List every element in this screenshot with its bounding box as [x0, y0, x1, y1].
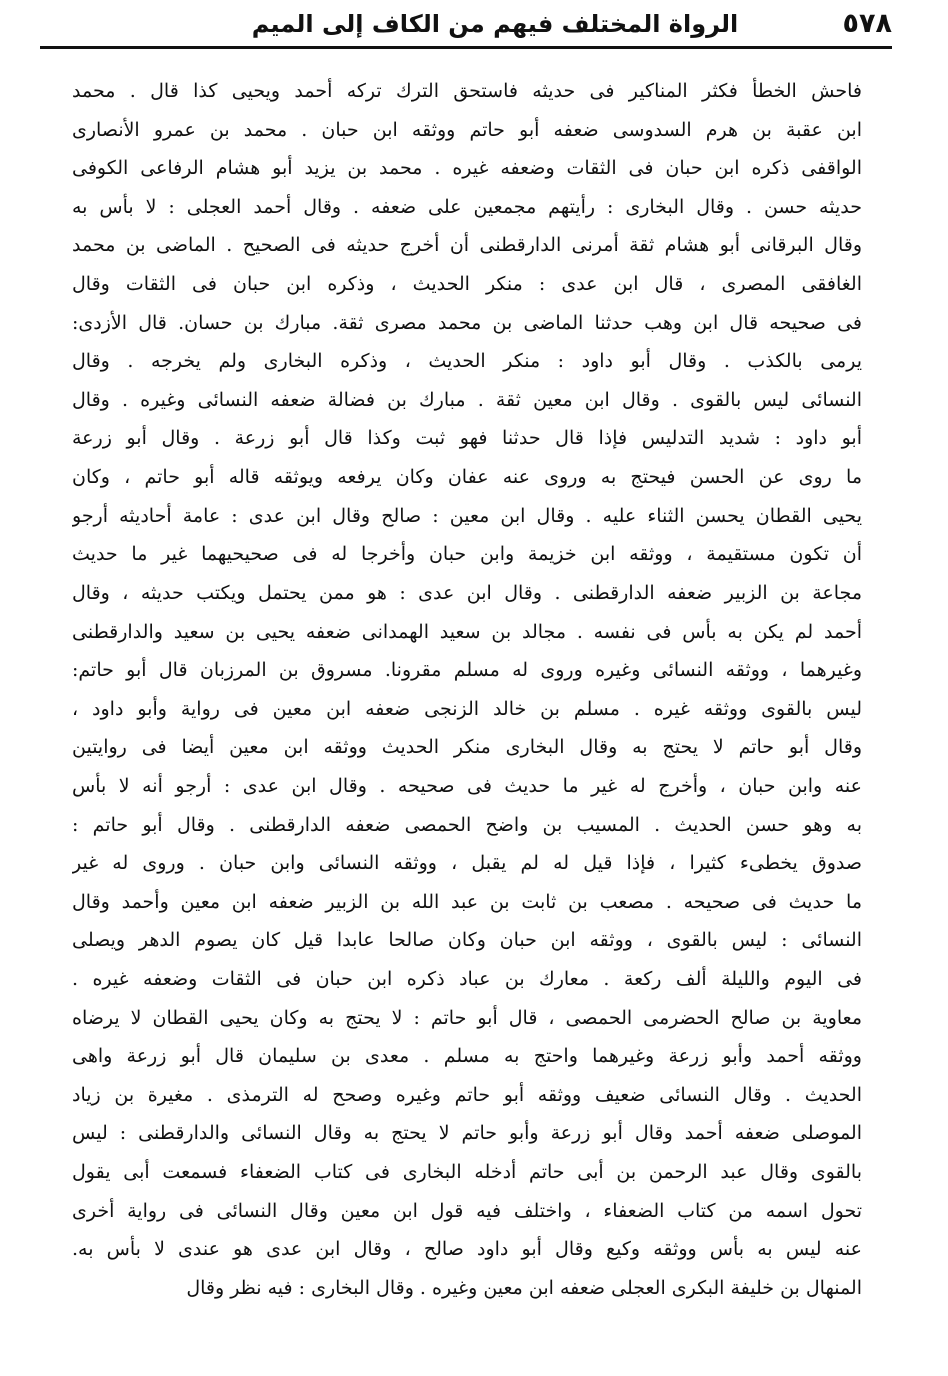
text-line: النسائى : ليس بالقوى ، ووثقه ابن حبان وكان صالحا عابدا قيل كان يصوم الدهر ويصلى — [72, 929, 862, 952]
page-number: ٥٧٨ — [842, 8, 892, 39]
text-line: يرمى بالكذب . وقال أبو داود : منكر الحديث ، وذكره البخارى ولم يخرجه . وقال — [72, 350, 862, 373]
text-line: المنهال بن خليفة البكرى العجلى ضعفه ابن معين وغيره . وقال البخارى : فيه نظر وقال — [186, 1276, 862, 1299]
body-text — [72, 72, 862, 1308]
text-line: بالقوى وقال عبد الرحمن بن أبى حاتم أدخله البخارى فى كتاب الضعفاء فسمعت أبى يقول — [72, 1161, 862, 1184]
text-line: عنه وابن حبان ، وأخرج له غير ما حديث فى صحيحه . وقال ابن عدى : أرجو أنه لا بأس — [72, 774, 862, 797]
page-header — [40, 6, 892, 42]
text-line: صدوق يخطىء كثيرا ، فإذا قيل له لم يقبل ، ووثقه النسائى وابن حبان . وروى له غير — [72, 852, 862, 875]
text-line: مجاعة بن الزبير ضعفه الدارقطنى . وقال ابن عدى : هو ممن يحتمل ويكتب حديثه ، وقال — [72, 581, 862, 604]
text-line: أبو داود : شديد التدليس فإذا قال حدثنا فهو ثبت وكذا قال أبو زرعة . وقال أبو زرعة — [72, 427, 862, 450]
text-line: ليس بالقوى ووثقه غيره . مسلم بن خالد الزنجى ضعفه ابن معين فى رواية وأبو داود ، — [72, 697, 862, 720]
text-line: ابن عقبة بن هرم السدوسى ضعفه أبو حاتم ووثقه ابن حبان . محمد بن عمرو الأنصارى — [72, 118, 862, 141]
text-line: وغيرهما ، ووثقه النسائى وغيره وروى له مسلم مقرونا. مسروق بن المرزبان قال أبو حاتم: — [72, 659, 862, 682]
text-line: فاحش الخطأ فكثر المناكير فى حديثه فاستحق الترك تركه أحمد ويحيى كذا قال . محمد — [72, 80, 862, 102]
text-line: فى صحيحه قال ابن وهب حدثنا الماضى بن محمد مصرى ثقة. مبارك بن حسان. قال الأزدى: — [72, 311, 862, 334]
text-line: النسائى ليس بالقوى . وقال ابن معين ثقة . مبارك بن فضالة ضعفه النسائى وغيره . وقال — [72, 388, 862, 411]
text-line: حديثه حسن . وقال البخارى : رأيتهم مجمعين على ضعفه . وقال أحمد العجلى : لا بأس به — [72, 195, 862, 218]
running-title: الرواة المختلف فيهم من الكاف إلى الميم — [251, 10, 739, 38]
text-line: يحيى القطان يحسن الثناء عليه . وقال ابن معين : صالح وقال ابن عدى : عامة أحاديثه أرجو — [72, 504, 862, 527]
text-line: أحمد لم يكن به بأس فى نفسه . مجالد بن سعيد الهمدانى ضعفه يحيى بن سعيد والدارقطنى — [72, 620, 862, 643]
text-line: وقال البرقانى أبو هشام ثقة أمرنى الدارقطنى أن أخرج حديثه فى الصحيح . الماضى بن محمد — [72, 234, 862, 257]
text-line: به وهو حسن الحديث . المسيب بن واضح الحمصى ضعفه الدارقطنى . وقال أبو حاتم : — [72, 813, 862, 836]
text-line: ووثقه أحمد وأبو زرعة وغيرهما واحتج به مسلم . معدى بن سليمان قال أبو زرعة واهى — [72, 1045, 862, 1068]
text-line: ما حديث فى صحيحه . مصعب بن ثابت بن عبد الله بن الزبير ضعفه ابن معين وأحمد وقال — [72, 890, 862, 913]
header-rule — [40, 46, 892, 49]
text-line: الواقفى ذكره ابن حبان فى الثقات وضعفه غيره . محمد بن يزيد أبو هشام الرفاعى الكوفى — [72, 157, 862, 180]
text-line: الحديث . وقال النسائى ضعيف ووثقه أبو حاتم وغيره وصحح له الترمذى . مغيرة بن زياد — [72, 1083, 862, 1106]
text-line: الموصلى ضعفه أحمد وقال أبو زرعة وأبو حاتم لا يحتج به وقال النسائى والدارقطنى : ليس — [72, 1122, 862, 1145]
text-line: الغافقى المصرى ، قال ابن عدى : منكر الحديث ، وذكره ابن حبان فى الثقات وقال — [72, 273, 862, 296]
text-line: ما روى عن الحسن فيحتج به وروى عنه عفان وكان يرفعه ويوثقه قاله أبو حاتم ، وكان — [72, 466, 862, 489]
text-line: فى اليوم والليلة ألف ركعة . معارك بن عباد ذكره ابن حبان فى الثقات وضعفه غيره . — [72, 968, 862, 991]
text-line: عنه ليس به بأس ووثقه وكيع وقال أبو داود صالح ، وقال ابن عدى هو عندى لا بأس به. — [72, 1238, 862, 1261]
text-line: أن تكون مستقيمة ، ووثقه ابن خزيمة وابن حبان وأخرجا له فى صحيحيهما غير ما حديث — [72, 543, 862, 566]
text-line: وقال أبو حاتم لا يحتج به وقال البخارى منكر الحديث ووثقه ابن معين أيضا فى روايتين — [72, 736, 862, 759]
text-line: معاوية بن صالح الحضرمى الحمصى ، قال أبو حاتم : لا يحتج به وكان يحيى القطان لا يرضاه — [72, 1006, 862, 1029]
text-line: تحول اسمه من كتاب الضعفاء ، واختلف فيه قول ابن معين وقال النسائى فى رواية أخرى — [72, 1199, 862, 1222]
